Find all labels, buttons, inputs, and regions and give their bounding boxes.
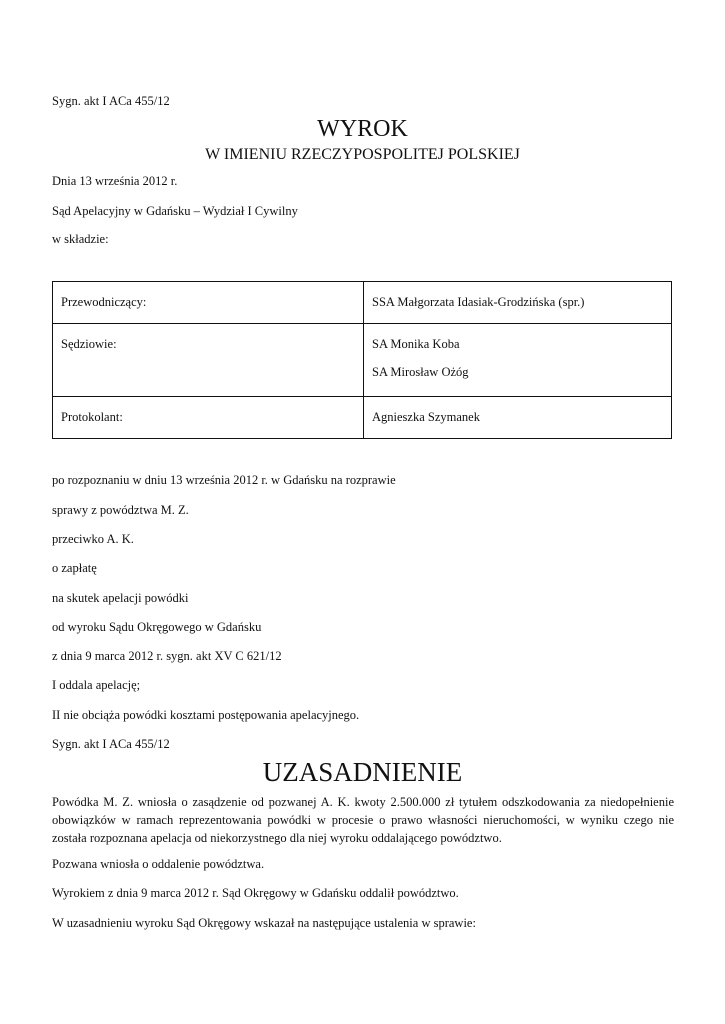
chair-value: SSA Małgorzata Idasiak-Grodzińska (spr.) bbox=[364, 282, 672, 324]
proceedings-line: na skutek apelacji powódki bbox=[52, 591, 189, 605]
ruling-point: I oddala apelację; bbox=[52, 678, 141, 692]
justification-title: UZASADNIENIE bbox=[262, 757, 463, 787]
document-subtitle: W IMIENIU RZECZYPOSPOLITEJ POLSKIEJ bbox=[205, 146, 520, 163]
composition-label: w składzie: bbox=[52, 232, 109, 246]
table-row bbox=[53, 397, 672, 439]
proceedings-line: o zapłatę bbox=[52, 561, 97, 575]
justification-paragraph: W uzasadnieniu wyroku Sąd Okręgowy wskazał na następujące ustalenia w sprawie: bbox=[52, 916, 476, 930]
justification-paragraph: Pozwana wniosła o oddalenie powództwa. bbox=[52, 857, 265, 871]
proceedings-line: po rozpoznaniu w dniu 13 września 2012 r. w Gdańsku na rozprawie bbox=[52, 473, 396, 487]
table-row bbox=[53, 282, 672, 324]
judges-label: Sędziowie: bbox=[53, 324, 364, 397]
document-title: WYROK bbox=[317, 116, 408, 142]
table-row bbox=[53, 324, 672, 397]
proceedings-line: sprawy z powództwa M. Z. bbox=[52, 503, 189, 517]
proceedings-line: od wyroku Sądu Okręgowego w Gdańsku bbox=[52, 620, 262, 634]
judges-cell bbox=[364, 324, 672, 397]
clerk-value: Agnieszka Szymanek bbox=[364, 397, 672, 439]
clerk-label: Protokolant: bbox=[53, 397, 364, 439]
chair-label: Przewodniczący: bbox=[53, 282, 364, 324]
justification-paragraph: Powódka M. Z. wniosła o zasądzenie od pozwanej A. K. kwoty 2.500.000 zł tytułem odszkodowania za niedopełnienie obowiązków w ramach reprezentowania powódki w procesie o prawo własności nieruchomości, w wyniku czego nie została rozpoznana apelacja od niekorzystnego dla niej wyroku oddalającego powództwo. bbox=[52, 795, 674, 845]
ruling-point: II nie obciąża powódki kosztami postępowania apelacyjnego. bbox=[52, 708, 360, 722]
proceedings-line: przeciwko A. K. bbox=[52, 532, 134, 546]
judgment-date: Dnia 13 września 2012 r. bbox=[52, 174, 178, 188]
judge-name: SA Mirosław Ożóg bbox=[372, 365, 469, 379]
court-composition-table bbox=[52, 281, 672, 439]
justification-paragraph: Wyrokiem z dnia 9 marca 2012 r. Sąd Okręgowy w Gdańsku oddalił powództwo. bbox=[52, 886, 459, 900]
judge-name: SA Monika Koba bbox=[372, 337, 460, 351]
case-signature: Sygn. akt I ACa 455/12 bbox=[52, 737, 170, 751]
proceedings-line: z dnia 9 marca 2012 r. sygn. akt XV C 621/12 bbox=[52, 649, 282, 663]
case-signature: Sygn. akt I ACa 455/12 bbox=[52, 94, 170, 108]
court-name: Sąd Apelacyjny w Gdańsku – Wydział I Cywilny bbox=[52, 204, 298, 218]
